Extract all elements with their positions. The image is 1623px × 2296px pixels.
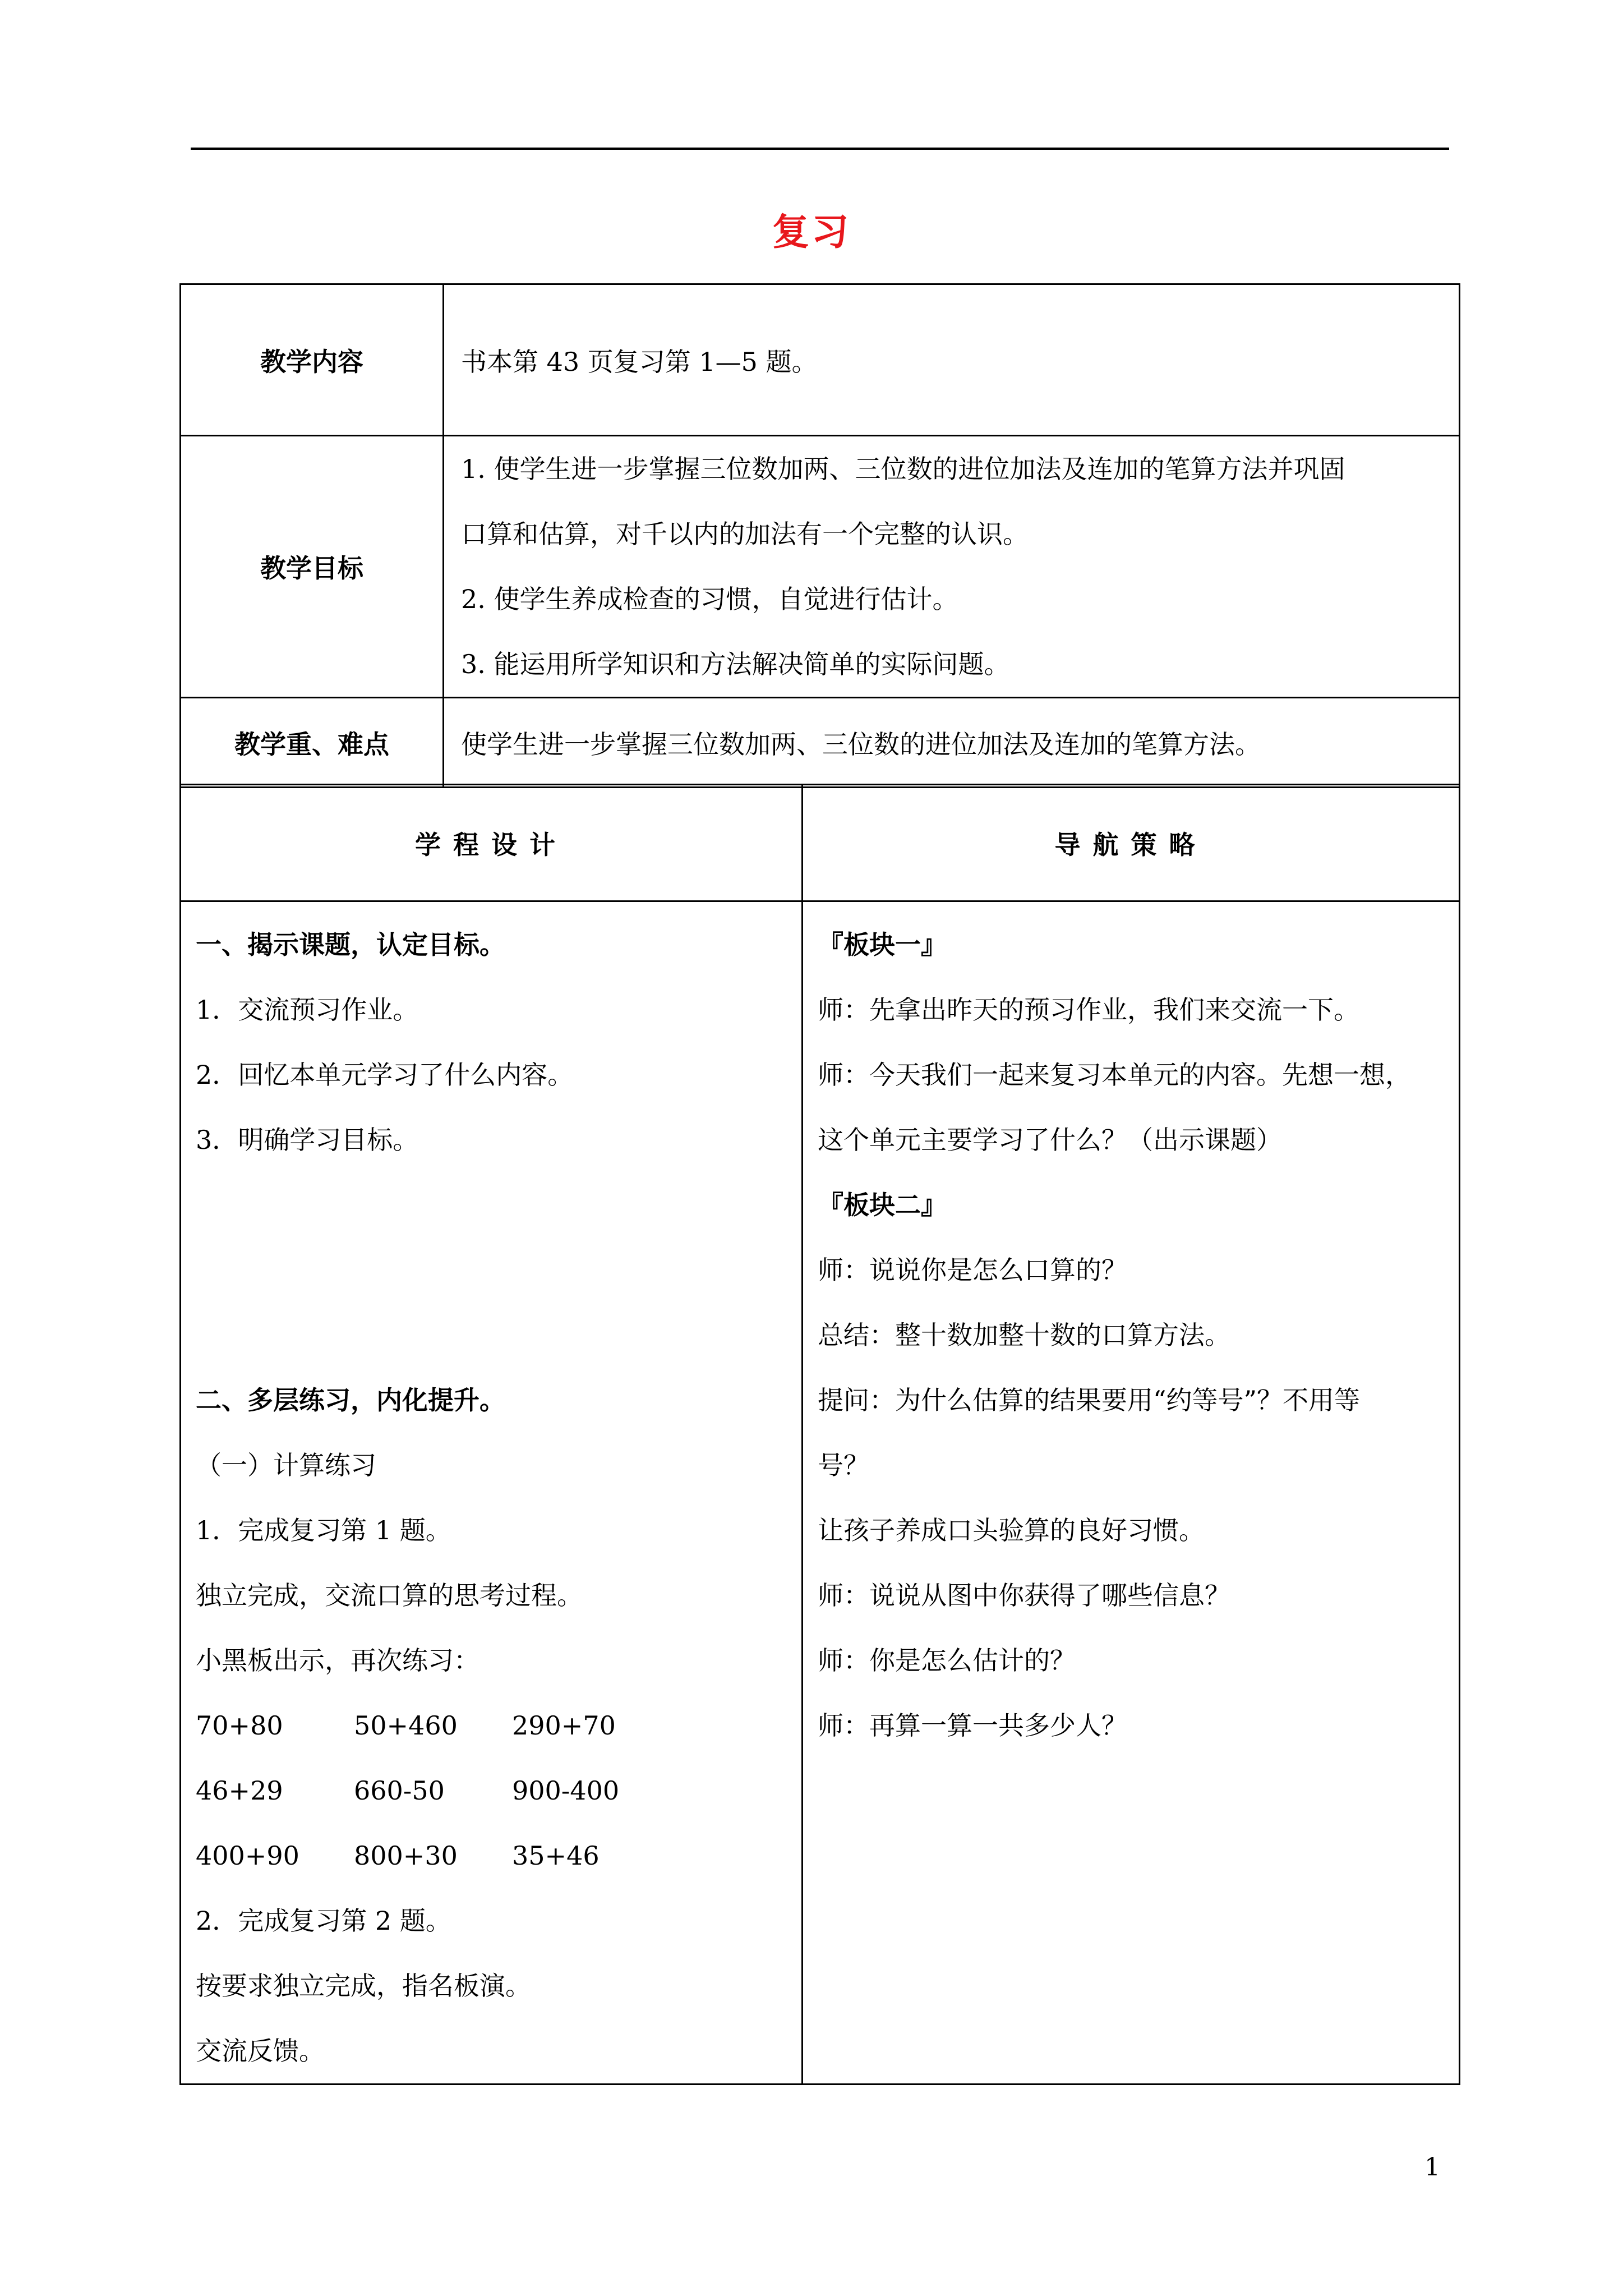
objectives-label: 教学目标 (181, 436, 444, 698)
objective-item: 口算和估算，对千以内的加法有一个完整的认识。 (461, 519, 1029, 549)
key-points-value: 使学生进一步掌握三位数加两、三位数的进位加法及连加的笔算方法。 (444, 698, 1460, 788)
paragraph: 这个单元主要学习了什么？（出示课题） (818, 1125, 1282, 1155)
section-heading: 二、多层练习，内化提升。 (196, 1385, 505, 1415)
page-number: 1 (1424, 2153, 1440, 2182)
paragraph: 让孩子养成口头验算的良好习惯。 (818, 1515, 1205, 1545)
paragraph: 师：你是怎么估计的？ (818, 1645, 1076, 1676)
calc-item: 35+46 (512, 1841, 600, 1871)
calc-item: 70+80 (196, 1710, 283, 1741)
calc-item: 900-400 (512, 1775, 620, 1806)
paragraph: 交流反馈。 (196, 2036, 325, 2066)
paragraph: 师：再算一算一共多少人？ (818, 1710, 1127, 1741)
paragraph: 师：先拿出昨天的预习作业，我们来交流一下。 (818, 995, 1359, 1025)
calc-item: 400+90 (196, 1841, 299, 1871)
learning-design-cell (181, 901, 803, 2085)
list-item: 2．回忆本单元学习了什么内容。 (196, 1060, 574, 1090)
key-points-label: 教学重、难点 (181, 698, 444, 788)
calc-row (196, 1758, 801, 1823)
page-title: 复习 (772, 210, 851, 254)
calc-item: 290+70 (512, 1710, 616, 1741)
info-table (179, 283, 1460, 788)
paragraph: 1．完成复习第 1 题。 (196, 1515, 451, 1545)
header-rule (191, 148, 1449, 150)
paragraph: 小黑板出示，再次练习： (196, 1645, 479, 1676)
objective-item: 1. 使学生进一步掌握三位数加两、三位数的进位加法及连加的笔算方法并巩固 (461, 454, 1345, 484)
block-heading: 『板块一』 (818, 930, 947, 960)
paragraph: 总结：整十数加整十数的口算方法。 (818, 1320, 1230, 1350)
calc-item: 660-50 (354, 1775, 445, 1806)
navigation-strategy-cell (803, 901, 1460, 2085)
calc-row (196, 1823, 801, 1888)
paragraph: 师：今天我们一起来复习本单元的内容。先想一想， (818, 1060, 1411, 1090)
calc-item: 800+30 (354, 1841, 458, 1871)
paragraph: 提问：为什么估算的结果要用“约等号”？不用等 (818, 1385, 1361, 1415)
right-column-header: 导航策略 (803, 785, 1460, 901)
paragraph: 按要求独立完成，指名板演。 (196, 1971, 531, 2001)
objective-item: 3. 能运用所学知识和方法解决简单的实际问题。 (461, 649, 1010, 679)
paragraph: 师：说说从图中你获得了哪些信息？ (818, 1580, 1230, 1611)
left-column-header: 学程设计 (181, 785, 803, 901)
block-heading: 『板块二』 (818, 1190, 947, 1220)
paragraph: 号？ (818, 1450, 869, 1480)
content-value: 书本第 43 页复习第 1—5 题。 (444, 284, 1460, 436)
paragraph: 师：说说你是怎么口算的？ (818, 1255, 1127, 1285)
paragraph: 2．完成复习第 2 题。 (196, 1906, 451, 1936)
list-item: 3．明确学习目标。 (196, 1125, 419, 1155)
objectives-list (444, 436, 1460, 698)
objective-item: 2. 使学生养成检查的习惯，自觉进行估计。 (461, 584, 958, 614)
subsection-heading: （一）计算练习 (196, 1450, 376, 1480)
list-item: 1．交流预习作业。 (196, 995, 419, 1025)
calc-item: 46+29 (196, 1775, 283, 1806)
calc-row (196, 1693, 801, 1758)
section-heading: 一、揭示课题，认定目标。 (196, 930, 505, 960)
spacer (196, 1172, 801, 1368)
content-label: 教学内容 (181, 284, 444, 436)
lesson-table (179, 784, 1460, 2085)
calc-item: 50+460 (354, 1710, 458, 1741)
paragraph: 独立完成，交流口算的思考过程。 (196, 1580, 583, 1611)
